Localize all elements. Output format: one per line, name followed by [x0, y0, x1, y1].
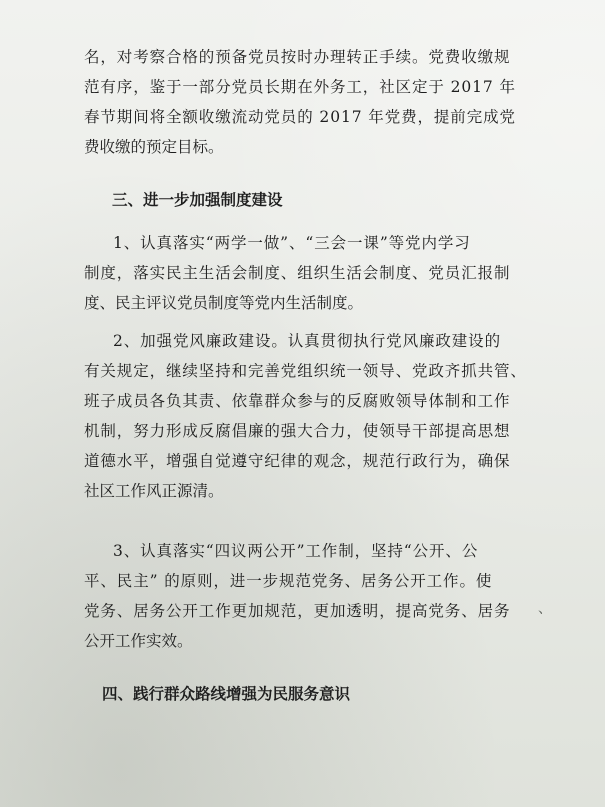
text-line: 春节期间将全额收缴流动党员的 2017 年党费，提前完成党	[84, 108, 516, 126]
text-line: 有关规定，继续坚持和完善党组织统一领导、党政齐抓共管、	[84, 362, 527, 380]
text-line: 范有序，鉴于一部分党员长期在外务工，社区定于 2017 年	[84, 78, 516, 96]
text-line: 3、认真落实“四议两公开”工作制，坚持“公开、公	[113, 542, 479, 560]
text-line: 名，对考察合格的预备党员按时办理转正手续。党费收缴规	[84, 48, 511, 66]
text-line: 1、认真落实“两学一做”、“三会一课”等党内学习	[113, 234, 471, 252]
section-heading-3	[112, 185, 283, 215]
text-line: 度、民主评议党员制度等党内生活制度。	[84, 294, 364, 312]
paragraph-intro	[84, 42, 516, 162]
paragraph-3-3	[84, 536, 510, 656]
section-heading-4	[102, 679, 350, 709]
text-line: 2、加强党风廉政建设。认真贯彻执行党风廉政建设的	[113, 332, 501, 350]
stray-mark: 、	[538, 601, 552, 617]
text-line: 社区工作风正源清。	[84, 482, 224, 500]
text-line: 制度，落实民主生活会制度、组织生活会制度、党员汇报制	[84, 264, 511, 282]
text-line: 费收缴的预定目标。	[84, 138, 224, 156]
heading-text: 四、践行群众路线增强为民服务意识	[102, 684, 351, 703]
text-line: 公开工作实效。	[84, 632, 193, 650]
text-line: 班子成员各负其责、依靠群众参与的反腐败领导体制和工作	[84, 392, 511, 410]
text-line: 平、民主” 的原则，进一步规范党务、居务公开工作。使	[84, 572, 493, 590]
paragraph-3-2	[84, 326, 527, 506]
heading-text: 三、进一步加强制度建设	[112, 190, 283, 209]
text-line: 党务、居务公开工作更加规范，更加透明，提高党务、居务	[84, 602, 511, 620]
text-line: 机制，努力形成反腐倡廉的强大合力，使领导干部提高思想	[84, 422, 511, 440]
text-line: 道德水平，增强自觉遵守纪律的观念，规范行政行为，确保	[84, 452, 511, 470]
paragraph-3-1	[84, 228, 510, 318]
